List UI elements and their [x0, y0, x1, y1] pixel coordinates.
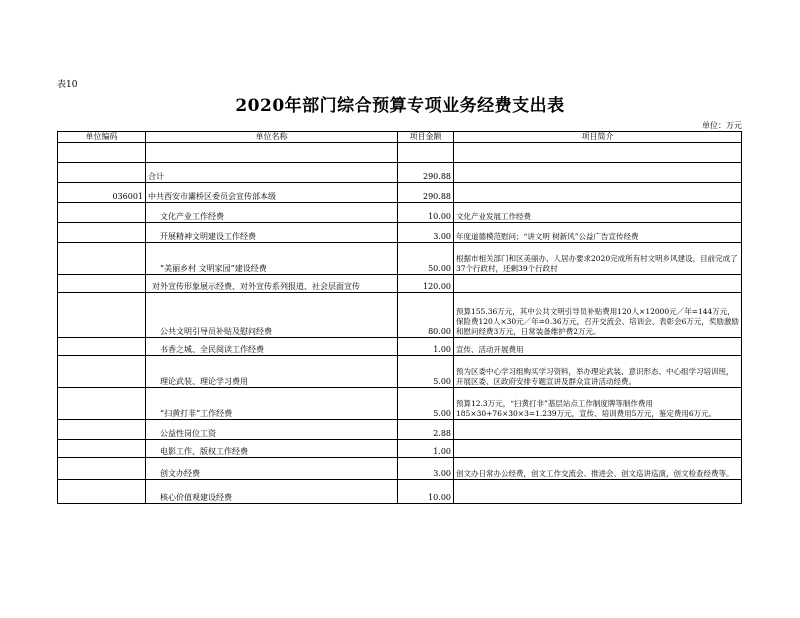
budget-table [57, 131, 742, 504]
cell-code: 036001 [58, 183, 146, 203]
header-intro: 项目简介 [454, 132, 742, 143]
cell-name: 电影工作、版权工作经费 [146, 440, 398, 458]
cell-intro [454, 440, 742, 458]
cell-code [58, 163, 146, 183]
cell-name: 对外宣传形象展示经费、对外宣传系列报道、社会层面宣传 [146, 275, 398, 293]
table-row [58, 243, 742, 275]
cell-name: 公共文明引导员补贴及慰问经费 [146, 293, 398, 338]
cell-code [58, 480, 146, 504]
cell-name: 中共西安市灞桥区委员会宣传部本级 [146, 183, 398, 203]
cell-code [58, 275, 146, 293]
cell-amount: 1.00 [398, 440, 454, 458]
cell-amount: 5.00 [398, 356, 454, 388]
cell-code [58, 203, 146, 223]
table-row [58, 183, 742, 203]
cell-code [58, 458, 146, 480]
table-row [58, 480, 742, 504]
header-amount: 项目金额 [398, 132, 454, 143]
cell-code [58, 388, 146, 420]
table-row [58, 223, 742, 243]
table-row [58, 356, 742, 388]
cell-amount: 120.00 [398, 275, 454, 293]
table-row [58, 338, 742, 356]
unit-label: 单位：万元 [702, 121, 742, 130]
cell-code [58, 338, 146, 356]
cell-amount: 1.00 [398, 338, 454, 356]
table-row [58, 293, 742, 338]
cell-name: 书香之城、全民阅读工作经费 [146, 338, 398, 356]
cell-intro [454, 275, 742, 293]
cell-intro [454, 480, 742, 504]
cell-intro: 年度道德模范慰问；“讲文明 树新风”公益广告宣传经费 [454, 223, 742, 243]
cell-name: “扫黄打非”工作经费 [146, 388, 398, 420]
cell-name: 公益性岗位工资 [146, 420, 398, 440]
table-row [58, 203, 742, 223]
cell-amount: 50.00 [398, 243, 454, 275]
cell-intro [454, 420, 742, 440]
cell-name: 开展精神文明建设工作经费 [146, 223, 398, 243]
cell-name: 创文办经费 [146, 458, 398, 480]
cell-amount: 80.00 [398, 293, 454, 338]
cell-code [58, 440, 146, 458]
cell-amount: 3.00 [398, 223, 454, 243]
table-header-row [58, 132, 742, 143]
table-row [58, 420, 742, 440]
cell-intro [454, 143, 742, 163]
cell-amount: 290.88 [398, 163, 454, 183]
cell-intro: 文化产业发展工作经费 [454, 203, 742, 223]
cell-intro: 创文办日常办公经费，创文工作交流会、推进会、创文巡讲巡演，创文检查经费等。 [454, 458, 742, 480]
cell-amount: 3.00 [398, 458, 454, 480]
table-row [58, 388, 742, 420]
cell-intro [454, 163, 742, 183]
table-row [58, 458, 742, 480]
cell-name: 核心价值观建设经费 [146, 480, 398, 504]
cell-amount [398, 143, 454, 163]
cell-intro: 根据市相关部门和区美丽办、人居办要求2020完成所有村文明乡风建设，目前完成了37个行政村，还剩39个行政村 [454, 243, 742, 275]
table-row [58, 275, 742, 293]
header-unit-name: 单位名称 [146, 132, 398, 143]
cell-code [58, 243, 146, 275]
cell-code [58, 356, 146, 388]
cell-intro [454, 183, 742, 203]
cell-amount: 10.00 [398, 480, 454, 504]
cell-name [146, 143, 398, 163]
cell-amount: 290.88 [398, 183, 454, 203]
cell-amount: 10.00 [398, 203, 454, 223]
cell-name: “美丽乡村 文明家园”建设经费 [146, 243, 398, 275]
page-title: 2020年部门综合预算专项业务经费支出表 [235, 96, 565, 116]
table-row [58, 143, 742, 163]
table-row [58, 163, 742, 183]
cell-code [58, 143, 146, 163]
cell-name: 文化产业工作经费 [146, 203, 398, 223]
table-number: 表10 [57, 80, 78, 90]
cell-intro: 预算12.3万元，“扫黄打非”基层站点工作制度牌等制作费用185×30+76×30×3=1.239万元，宣传、培训费用5万元，鉴定费用6万元。 [454, 388, 742, 420]
cell-intro: 预为区委中心学习组购买学习资料，举办理论武装、意识形态、中心组学习培训班，开展区委、区政府安排专题宣讲及群众宣讲活动经费。 [454, 356, 742, 388]
header-unit-code: 单位编码 [58, 132, 146, 143]
cell-amount: 2.88 [398, 420, 454, 440]
cell-intro: 预算155.36万元，其中公共文明引导员补贴费用120人×12000元／年=144万元，保险费120人×30元／年=0.36万元，召开交流会、培训会、表彰会6万元，奖励激励和慰问经费3万元，日常装备维护费2万元。 [454, 293, 742, 338]
cell-intro: 宣传、活动开展费用 [454, 338, 742, 356]
cell-amount: 5.00 [398, 388, 454, 420]
cell-code [58, 293, 146, 338]
cell-name: 理论武装、理论学习费用 [146, 356, 398, 388]
cell-code [58, 420, 146, 440]
table-row [58, 440, 742, 458]
cell-name: 合计 [146, 163, 398, 183]
cell-code [58, 223, 146, 243]
